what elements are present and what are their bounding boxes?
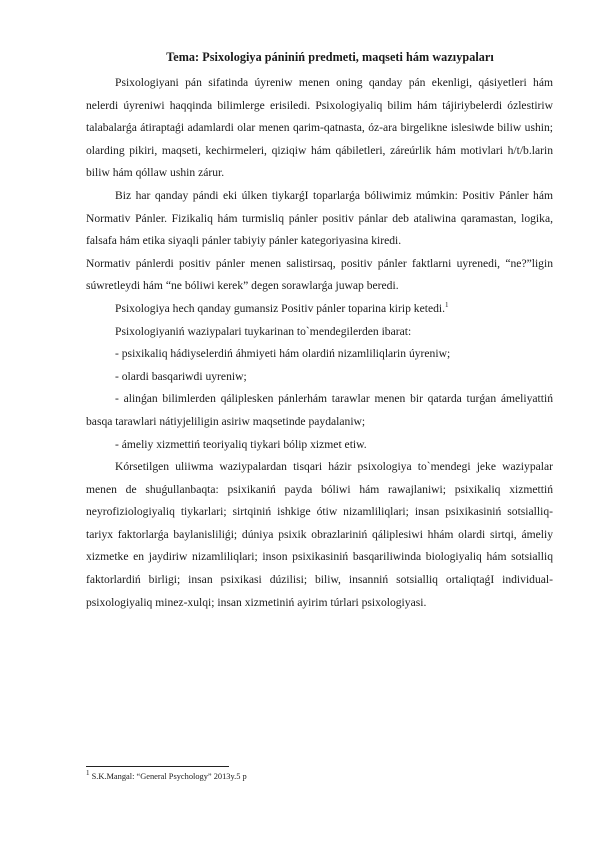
- paragraph: Biz har qanday pándi eki úlken tiykarǵI toparlarǵa bóliwimiz múmkin: Positiv Pánler hám Normativ Pánler. Fizikaliq hám turmisliq pánler positiv pánlar deb ataliwina qaramastan, logika, falsafa hám etika siyaqli pánler tabiyiy pánler kategoriyasina kiredi.: [86, 188, 553, 248]
- list-item: - alinǵan bilimlerden qáliplesken pánlerhám tarawlar menen bir qatarda turǵan ámeliyattiń basqa tarawlari nátiyjeliligin asiriw maqsetinde paydalaniw;: [86, 392, 553, 428]
- footnote-text: S.K.Mangal: “General Psychology” 2013y.5 p: [91, 772, 247, 781]
- footnote-ref[interactable]: 1: [445, 301, 449, 310]
- paragraph: Psixologiyani pán sifatinda úyreniw menen oning qanday pán ekenligi, qásiyetleri hám nelerdi úyreniwi haqqinda bilimlerge erisiledi. Psixologiyaliq bilim hám tájiriybelerdi ózlestiriw talabalarǵa átiraptaǵi adamlardi olar menen qarim-qatnasta, óz-ara birgelikne islesiwde biliw ushin; olarding pikiri, maqseti, kechirmeleri, qiziqiw hám qábiletleri, zárеúrlik hám motivlari h/t/b.larin biliw hám qóllaw ushin zárur.: [86, 76, 553, 180]
- footnote: [86, 771, 546, 782]
- footnote-divider: [86, 766, 229, 767]
- paragraph: Psixologiyaniń waziypalari tuykarinan to`mendegilerden ibarat:: [115, 324, 412, 338]
- document-body: [86, 72, 553, 614]
- list-item: - psixikaliq hádiyselerdiń áhmiyeti hám olardiń nizamliliqlarin úyreniw;: [115, 347, 451, 361]
- paragraph: Kórsetilgen uliiwma waziypalardan tisqari házir psixologiya to`mendegi jeke waziypalar menen de shuǵullanbaqta: psixikaniń payda bóliwi hám rawajlaniwi; psixikaliq xizmettiń neyrofiziologiyaliq tiykarlari; sirtqiniń ishkige ótiw nizamliliqlari; insan psixikasiniń sotsialliq-tariyx faktorlarǵa baylanisliliǵi; dúniya psixik obrazlariniń qáliplesiwi hhám olardi sirtqi, ámeliy xizmetke en jaydiriw nizamliliqlari; inson psixikasiniń basqariliwinda biologiyaliq hám sotsialliq faktorlardiń birligi; insan psixikasi dúzilisi; biliw, insanniń sotsialliq ortaliqtaǵI individual-psixologiyaliq minez-xulqi; insan xizmetiniń ayirim túrlari psixologiyasi.: [86, 460, 553, 609]
- footnote-number: 1: [86, 769, 90, 778]
- paragraph-with-footnote: [86, 298, 553, 321]
- list-item: - ámeliy xizmettiń teoriyaliq tiykari bólip xizmet etiw.: [115, 437, 367, 451]
- list-item: - olardi basqariwdi uyreniw;: [115, 369, 247, 383]
- document-title: Tema: Psixologiya pániniń predmeti, maqseti hám wazıypaları: [166, 50, 494, 64]
- paragraph: Normativ pánlerdi positiv pánler menen salistirsaq, positiv pánler faktlarni uyrenedi, “ne?”ligin súwretleydi hám “ne bóliwi kerek” degen sorawlarǵa juwap beredi.: [86, 256, 553, 293]
- paragraph-text: Psixologiya hech qanday gumansiz Positiv pánler toparina kirip ketedi.: [115, 301, 446, 315]
